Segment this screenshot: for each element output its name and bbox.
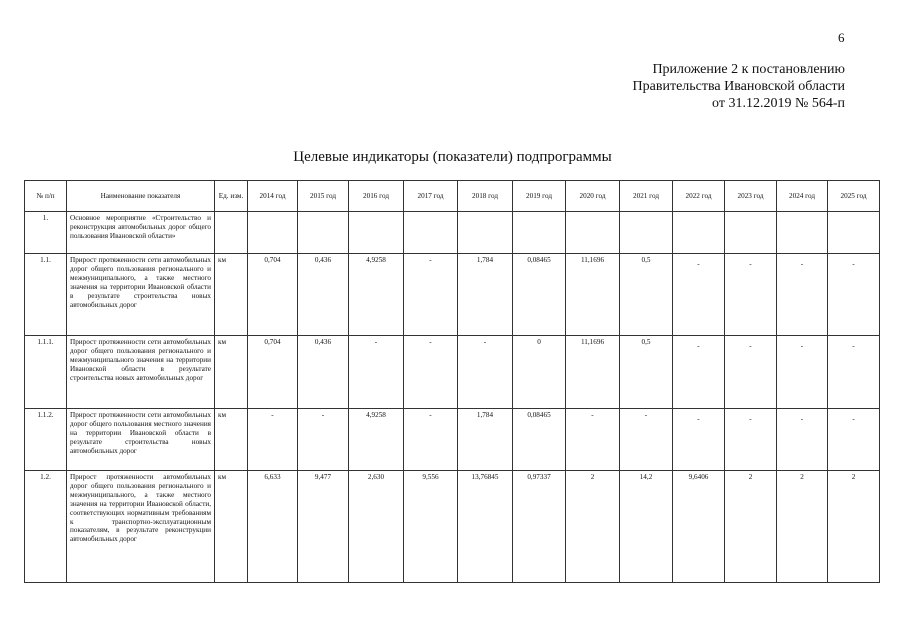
column-header: № п/п: [25, 181, 67, 212]
value-cell: 0: [513, 336, 566, 409]
value-cell: -: [566, 409, 620, 471]
value-cell: -: [248, 409, 298, 471]
value-cell: 0,436: [298, 254, 349, 336]
value-cell: [349, 212, 404, 254]
value-cell: 14,2: [620, 471, 673, 583]
column-header: 2024 год: [777, 181, 828, 212]
unit-cell: [215, 212, 248, 254]
row-number: 1.: [25, 212, 67, 254]
value-cell: 0,97337: [513, 471, 566, 583]
value-cell: -: [458, 336, 513, 409]
column-header: 2025 год: [828, 181, 880, 212]
value-cell: 2: [828, 471, 880, 583]
value-cell: 9,477: [298, 471, 349, 583]
value-cell: [566, 212, 620, 254]
column-header: 2016 год: [349, 181, 404, 212]
column-header: Наименование показателя: [67, 181, 215, 212]
indicators-table: [24, 180, 880, 583]
value-cell: [513, 212, 566, 254]
column-header: 2019 год: [513, 181, 566, 212]
indicator-name: Прирост протяженности автомобильных дорог общего пользования регионального и межмуниципального, а также местного значения на территории Ивановской области, соответствующих нормативным требованиям к транспортно-эксплуатационным показателям, в результате реконструкции автомобильных дорог: [67, 471, 215, 583]
row-number: 1.1.1.: [25, 336, 67, 409]
value-cell: [828, 212, 880, 254]
value-cell: -: [673, 409, 725, 471]
value-cell: 0,704: [248, 254, 298, 336]
value-cell: 1,784: [458, 254, 513, 336]
table-row: [25, 212, 880, 254]
table-row: [25, 336, 880, 409]
value-cell: -: [777, 254, 828, 336]
value-cell: -: [828, 409, 880, 471]
column-header: 2017 год: [404, 181, 458, 212]
column-header: 2015 год: [298, 181, 349, 212]
appendix-line: Правительства Ивановской области: [632, 79, 845, 94]
value-cell: -: [828, 254, 880, 336]
value-cell: -: [777, 409, 828, 471]
column-header: 2014 год: [248, 181, 298, 212]
value-cell: [673, 212, 725, 254]
value-cell: 2: [566, 471, 620, 583]
value-cell: [298, 212, 349, 254]
value-cell: 4,9258: [349, 254, 404, 336]
value-cell: [725, 212, 777, 254]
value-cell: [458, 212, 513, 254]
value-cell: -: [673, 336, 725, 409]
value-cell: -: [349, 336, 404, 409]
row-number: 1.1.: [25, 254, 67, 336]
column-header: 2022 год: [673, 181, 725, 212]
value-cell: 0,5: [620, 254, 673, 336]
value-cell: -: [725, 336, 777, 409]
indicator-name: Прирост протяженности сети автомобильных дорог общего пользования регионального и межмуниципального, а также местного значения на территории Ивановской области в результате строительства новых автомобильных дорог: [67, 254, 215, 336]
value-cell: -: [298, 409, 349, 471]
value-cell: 4,9258: [349, 409, 404, 471]
unit-cell: км: [215, 254, 248, 336]
column-header: Ед. изм.: [215, 181, 248, 212]
value-cell: [777, 212, 828, 254]
value-cell: -: [404, 336, 458, 409]
appendix-line: от 31.12.2019 № 564-п: [712, 96, 845, 111]
page-number: 6: [838, 30, 845, 45]
value-cell: 6,633: [248, 471, 298, 583]
value-cell: [248, 212, 298, 254]
value-cell: -: [673, 254, 725, 336]
value-cell: 2: [777, 471, 828, 583]
row-number: 1.2.: [25, 471, 67, 583]
indicator-name: Основное мероприятие «Строительство и реконструкция автомобильных дорог общего пользования Ивановской области»: [67, 212, 215, 254]
column-header: 2020 год: [566, 181, 620, 212]
value-cell: -: [404, 254, 458, 336]
value-cell: [620, 212, 673, 254]
value-cell: 0,08465: [513, 409, 566, 471]
column-header: 2021 год: [620, 181, 673, 212]
row-number: 1.1.2.: [25, 409, 67, 471]
column-header: 2018 год: [458, 181, 513, 212]
value-cell: 2,630: [349, 471, 404, 583]
value-cell: 2: [725, 471, 777, 583]
value-cell: 13,76845: [458, 471, 513, 583]
value-cell: -: [777, 336, 828, 409]
unit-cell: км: [215, 471, 248, 583]
value-cell: -: [404, 409, 458, 471]
value-cell: 9,6406: [673, 471, 725, 583]
appendix-header: [633, 61, 845, 112]
value-cell: 11,1696: [566, 336, 620, 409]
appendix-line: Приложение 2 к постановлению: [652, 62, 845, 77]
unit-cell: км: [215, 336, 248, 409]
table-row: [25, 409, 880, 471]
column-header: 2023 год: [725, 181, 777, 212]
value-cell: 0,704: [248, 336, 298, 409]
value-cell: 9,556: [404, 471, 458, 583]
document-title: Целевые индикаторы (показатели) подпрограммы: [293, 149, 612, 165]
value-cell: -: [828, 336, 880, 409]
value-cell: -: [725, 254, 777, 336]
value-cell: [404, 212, 458, 254]
unit-cell: км: [215, 409, 248, 471]
table-row: [25, 471, 880, 583]
indicator-name: Прирост протяженности сети автомобильных дорог общего пользования регионального и межмуниципального значения на территории Ивановской области в результате строительства новых автомобильных дорог: [67, 336, 215, 409]
value-cell: 0,436: [298, 336, 349, 409]
table-header-row: [25, 181, 880, 212]
value-cell: -: [725, 409, 777, 471]
value-cell: 1,784: [458, 409, 513, 471]
value-cell: -: [620, 409, 673, 471]
value-cell: 11,1696: [566, 254, 620, 336]
value-cell: 0,08465: [513, 254, 566, 336]
indicator-name: Прирост протяженности сети автомобильных дорог общего пользования местного значения на территории Ивановской области в результате строительства новых автомобильных дорог: [67, 409, 215, 471]
value-cell: 0,5: [620, 336, 673, 409]
table-row: [25, 254, 880, 336]
